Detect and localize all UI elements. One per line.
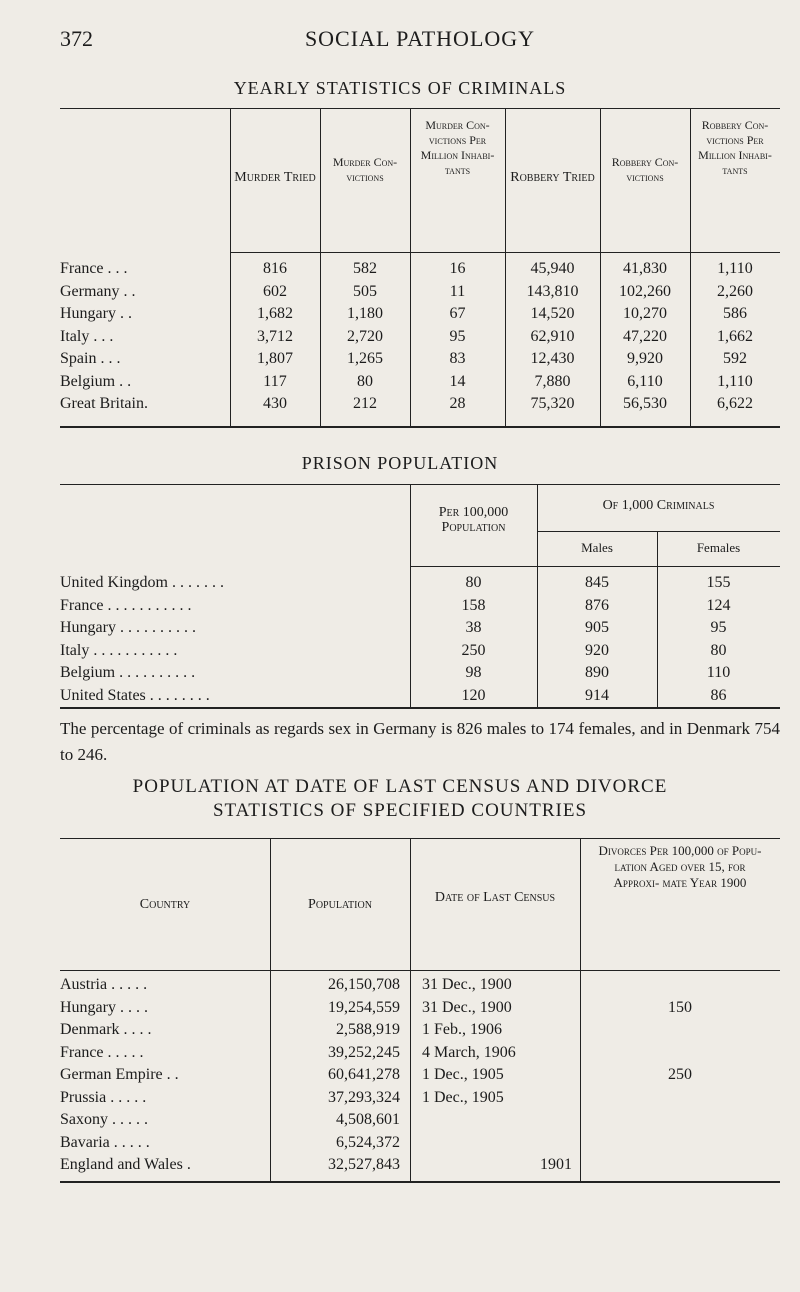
table2-cell: 876 (585, 596, 609, 614)
table3-census: 1 Feb., 1906 (422, 1021, 502, 1038)
table2-header-rule (410, 566, 780, 567)
table1-cell: 6,110 (627, 372, 663, 390)
table1-title: YEARLY STATISTICS OF CRIMINALS (233, 78, 567, 98)
table3-header: Population (308, 897, 372, 912)
table3-country: Austria . . . . . (60, 976, 148, 993)
table3-title-line1: POPULATION AT DATE OF LAST CENSUS AND DIVORCE (132, 776, 668, 797)
table2-cell: 155 (706, 574, 731, 591)
table3-bottom-rule (60, 1181, 780, 1183)
table2-cell: 914 (585, 686, 609, 704)
table1-cell: 10,270 (623, 305, 667, 322)
table3-country: Bavaria . . . . . (60, 1133, 150, 1151)
table2-group-rule (537, 531, 780, 532)
table2-cell: 250 (461, 641, 486, 659)
table1-cell: 1,807 (257, 350, 293, 367)
table1-cell: 47,220 (623, 327, 667, 345)
table1-country: Spain . . . (60, 350, 121, 367)
table3-country: Hungary . . . . (60, 998, 148, 1016)
table1-cell: 41,830 (623, 260, 667, 277)
table2-cell: 890 (585, 664, 609, 681)
table2-header-group: Of 1,000 Criminals (602, 498, 715, 513)
table2-country: Italy . . . . . . . . . . . (60, 641, 178, 659)
table2-cell: 95 (710, 619, 727, 636)
table3-country: Prussia . . . . . (60, 1088, 147, 1106)
table1-country: Belgium . . (60, 372, 132, 390)
table2-country: United States . . . . . . . . (60, 686, 210, 704)
sex-ratio-paragraph: The percentage of criminals as regards sex in Germany is 826 males to 174 females, and in Denmark 754 to 246. (60, 719, 780, 764)
table2-cell: 80 (465, 574, 482, 591)
table3-country: German Empire . . (60, 1066, 179, 1083)
table2-cell: 158 (461, 596, 486, 614)
table2-country: Hungary . . . . . . . . . . (60, 619, 196, 636)
table2-country: United Kingdom . . . . . . . (60, 574, 224, 591)
table1-cell: 1,682 (257, 305, 293, 322)
table1-header: Murder Tried (234, 170, 316, 185)
table1-header: Robbery Con- victions Per Million Inhabi- tants (698, 118, 772, 177)
table1-cell: 586 (723, 305, 747, 322)
table3-population: 32,527,843 (328, 1156, 400, 1173)
table3-header: Divorces Per 100,000 of Popu- lation Aged over 15, for Approxi- mate Year 1900 (598, 843, 762, 890)
table1-country: Hungary . . (60, 305, 132, 322)
table2-header-per: Per 100,000 Population (438, 505, 509, 535)
table1-cell: 75,320 (530, 395, 575, 412)
table1-cell: 505 (353, 282, 377, 300)
table3-census: 31 Dec., 1900 (422, 976, 512, 993)
table1-cell: 143,810 (526, 282, 579, 300)
table3-population: 6,524,372 (336, 1133, 400, 1151)
table2-country: France . . . . . . . . . . . (60, 596, 192, 614)
table1-cell: 1,110 (717, 260, 753, 277)
table1-country: Great Britain. (60, 395, 148, 412)
table1-cell: 12,430 (530, 350, 575, 367)
table1-cell: 592 (723, 350, 747, 367)
table1-cell: 1,265 (347, 350, 383, 367)
table2-cell: 80 (710, 641, 727, 659)
table3-country: Denmark . . . . (60, 1021, 152, 1038)
table1-cell: 56,530 (623, 395, 667, 412)
table1-cell: 102,260 (619, 282, 671, 300)
table1-header: Murder Con- victions Per Million Inhabi- tants (420, 118, 495, 177)
table1-cell: 212 (353, 395, 377, 412)
table1-cell: 1,662 (717, 327, 753, 345)
table1-cell: 430 (263, 395, 287, 412)
page-number: 372 (60, 26, 93, 51)
table1-cell: 14 (449, 372, 466, 390)
table3-header: Country (139, 897, 191, 912)
table3-population: 26,150,708 (328, 976, 400, 993)
table3-population: 60,641,278 (328, 1066, 400, 1083)
table1-cell: 1,110 (717, 372, 753, 390)
table1-cell: 3,712 (257, 327, 293, 345)
table1-cell: 80 (357, 372, 373, 390)
table2-cell: 86 (710, 686, 727, 704)
table3-divorces: 150 (668, 998, 692, 1016)
table1-cell: 28 (449, 395, 466, 412)
table3-census: 1 Dec., 1905 (422, 1088, 504, 1106)
table3-header-rule (60, 970, 780, 971)
table1-cell: 45,940 (530, 260, 575, 277)
table3-divorces: 250 (668, 1066, 692, 1083)
table2-cell: 920 (585, 641, 609, 659)
table3-header: Date of Last Census (434, 890, 556, 905)
table1-cell: 2,720 (347, 327, 383, 345)
table3-census: 4 March, 1906 (422, 1043, 516, 1061)
table1-cell: 16 (449, 260, 466, 277)
table3-population: 37,293,324 (328, 1088, 400, 1106)
table2-header-females: Females (696, 540, 741, 555)
table1-cell: 117 (263, 372, 287, 390)
table3-census: 1 Dec., 1905 (422, 1066, 504, 1083)
table1-country: Italy . . . (60, 327, 114, 345)
table1-cell: 11 (449, 282, 466, 300)
table1-header: Robbery Con- victions (611, 155, 679, 184)
table1-cell: 816 (263, 260, 287, 277)
running-head (60, 26, 780, 56)
table1-cell: 14,520 (530, 305, 575, 322)
table1-cell: 62,910 (530, 327, 575, 345)
table3-country: Saxony . . . . . (60, 1111, 148, 1128)
table1-country: France . . . (60, 260, 128, 277)
table1-top-rule (60, 108, 780, 109)
table2-cell: 120 (461, 686, 486, 704)
table3-top-rule (60, 838, 780, 839)
table2-cell: 905 (585, 619, 609, 636)
table1-cell: 1,180 (347, 305, 383, 322)
table1-country: Germany . . (60, 282, 136, 300)
table1-cell: 2,260 (717, 282, 753, 300)
table1-cell: 602 (263, 282, 287, 300)
table3-title-line2: STATISTICS OF SPECIFIED COUNTRIES (212, 800, 588, 821)
table3-population: 4,508,601 (336, 1111, 400, 1128)
table2-cell: 110 (706, 664, 731, 681)
table1-cell: 7,880 (534, 372, 571, 390)
running-title: SOCIAL PATHOLOGY (304, 26, 536, 51)
table3-population: 2,588,919 (336, 1021, 400, 1038)
table3-census: 1901 (540, 1156, 572, 1173)
table2-title: PRISON POPULATION (301, 453, 499, 473)
table1-cell: 95 (449, 327, 466, 345)
table3-population: 19,254,559 (328, 998, 400, 1016)
table1-cell: 9,920 (627, 350, 663, 367)
table2-top-rule (60, 484, 780, 485)
table2-cell: 38 (465, 619, 482, 636)
table3-country: England and Wales . (60, 1156, 191, 1173)
table3-country: France . . . . . (60, 1043, 144, 1061)
table1-bottom-rule (60, 426, 780, 428)
table3-population: 39,252,245 (328, 1043, 400, 1061)
table1-cell: 67 (449, 305, 466, 322)
table1-header: Murder Con- victions (332, 155, 398, 184)
table1-cell: 582 (353, 260, 377, 277)
table2-bottom-rule (60, 707, 780, 709)
table1-cell: 83 (449, 350, 466, 367)
table2-header-males: Males (581, 540, 613, 555)
table2-cell: 98 (465, 664, 482, 681)
table3-census: 31 Dec., 1900 (422, 998, 512, 1016)
table1-cell: 6,622 (717, 395, 753, 412)
table1-header: Robbery Tried (510, 170, 595, 185)
table2-cell: 124 (706, 596, 731, 614)
table2-country: Belgium . . . . . . . . . . (60, 664, 196, 681)
table2-cell: 845 (585, 574, 609, 591)
